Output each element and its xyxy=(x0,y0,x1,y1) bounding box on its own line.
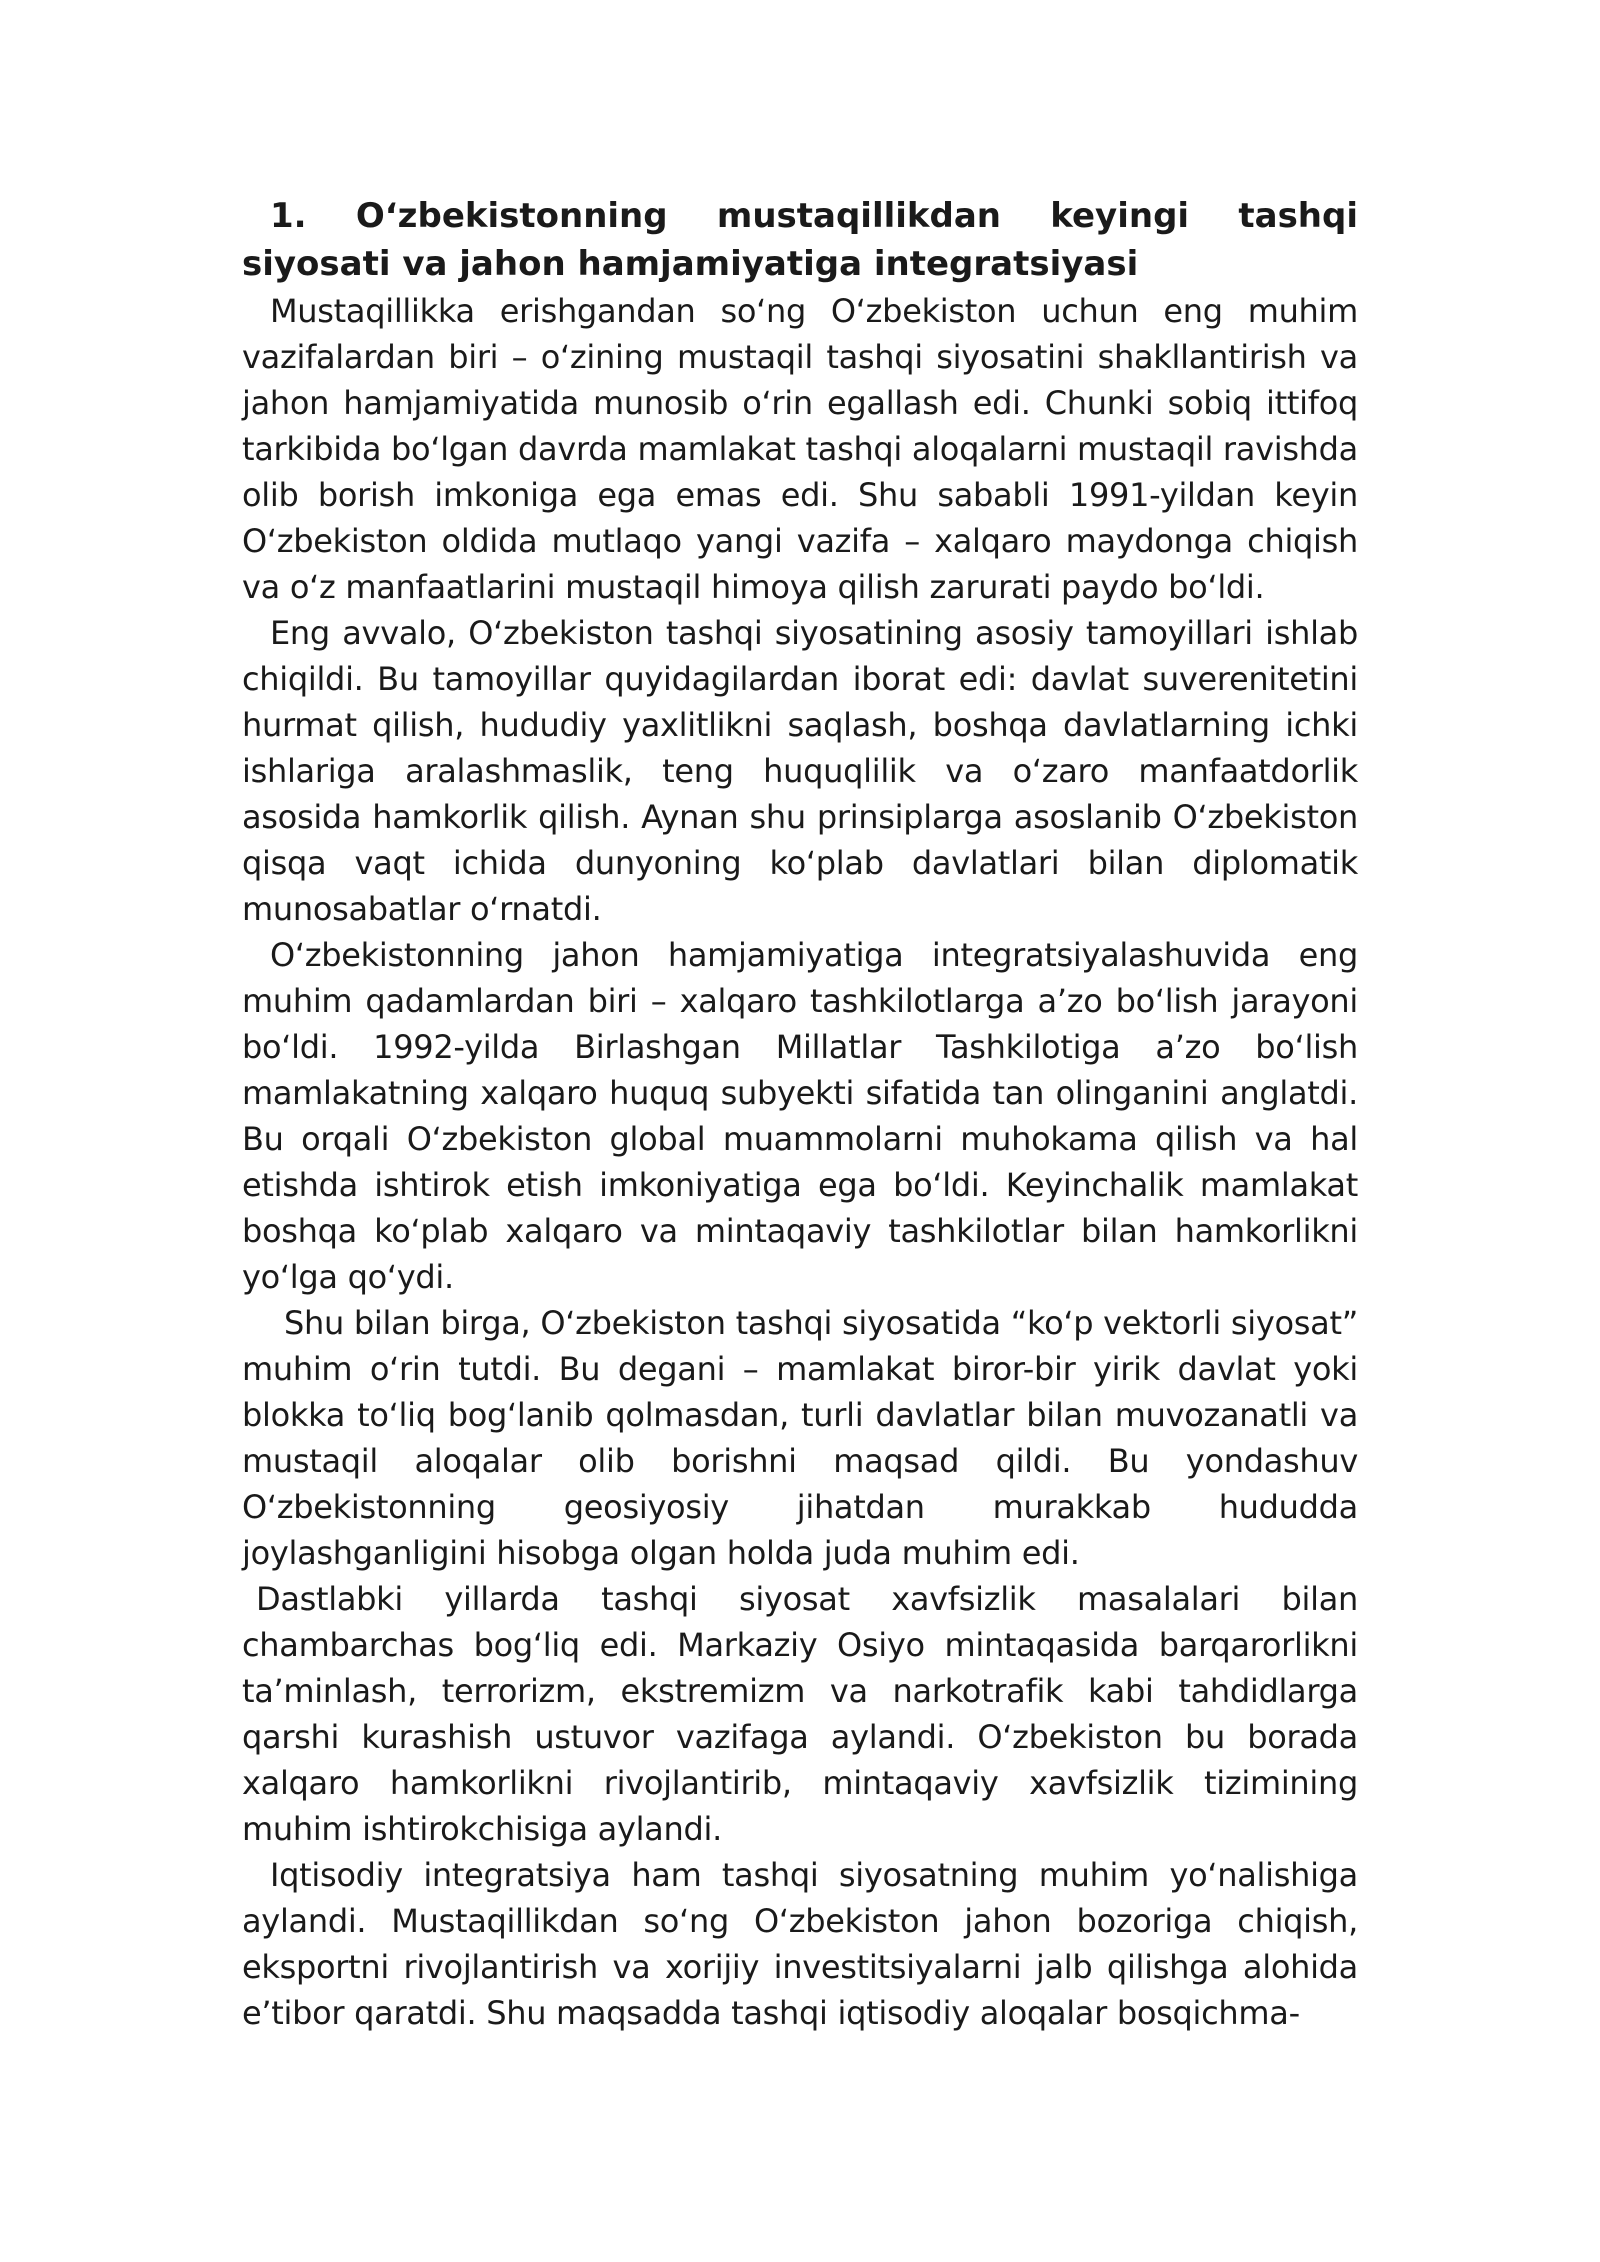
paragraph-2: Eng avvalo, O‘zbekiston tashqi siyosatining asosiy tamoyillari ishlab chiqildi. Bu tamoyillar quyidagilardan iborat edi: davlat suverenitetini hurmat qilish, hududiy yaxlitlikni saqlash, boshqa davlatlarning ichki ishlariga aralashmaslik, teng huquqlilik va o‘zaro manfaatdorlik asosida hamkorlik qilish. Aynan shu prinsiplarga asoslanib O‘zbekiston qisqa vaqt ichida dunyoning ko‘plab davlatlari bilan diplomatik munosabatlar o‘rnatdi. xyxy=(242,614,1358,928)
paragraph-1: Mustaqillikka erishgandan so‘ng O‘zbekiston uchun eng muhim vazifalardan biri – o‘zining mustaqil tashqi siyosatini shakllantirish va jahon hamjamiyatida munosib o‘rin egallash edi. Chunki sobiq ittifoq tarkibida bo‘lgan davrda mamlakat tashqi aloqalarni mustaqil ravishda olib borish imkoniga ega emas edi. Shu sababli 1991-yildan keyin O‘zbekiston oldida mutlaqo yangi vazifa – xalqaro maydonga chiqish va o‘z manfaatlarini mustaqil himoya qilish zarurati paydo bo‘ldi. xyxy=(242,292,1358,606)
paragraph-4: Shu bilan birga, O‘zbekiston tashqi siyosatida “ko‘p vektorli siyosat” muhim o‘rin tutdi. Bu degani – mamlakat biror-bir yirik davlat yoki blokka to‘liq bog‘lanib qolmasdan, turli davlatlar bilan muvozanatli va mustaqil aloqalar olib borishni maqsad qildi. Bu yondashuv O‘zbekistonning geosiyosiy jihatdan murakkab hududda joylashganligini hisobga olgan holda juda muhim edi. xyxy=(242,1304,1358,1572)
document-body xyxy=(242,192,1358,2036)
paragraph-5: Dastlabki yillarda tashqi siyosat xavfsizlik masalalari bilan chambarchas bog‘liq edi. Markaziy Osiyo mintaqasida barqarorlikni ta’minlash, terrorizm, ekstremizm va narkotrafik kabi tahdidlarga qarshi kurashish ustuvor vazifaga aylandi. O‘zbekiston bu borada xalqaro hamkorlikni rivojlantirib, mintaqaviy xavfsizlik tizimining muhim ishtirokchisiga aylandi. xyxy=(242,1580,1358,1848)
paragraph-6: Iqtisodiy integratsiya ham tashqi siyosatning muhim yo‘nalishiga aylandi. Mustaqillikdan so‘ng O‘zbekiston jahon bozoriga chiqish, eksportni rivojlantirish va xorijiy investitsiyalarni jalb qilishga alohida e’tibor qaratdi. Shu maqsadda tashqi iqtisodiy aloqalar bosqichma- xyxy=(242,1856,1358,2032)
section-heading: 1. O‘zbekistonning mustaqillikdan keyingi tashqi siyosati va jahon hamjamiyatiga integratsiyasi xyxy=(242,196,1358,284)
paragraph-3: O‘zbekistonning jahon hamjamiyatiga integratsiyalashuvida eng muhim qadamlardan biri – xalqaro tashkilotlarga a’zo bo‘lish jarayoni bo‘ldi. 1992-yilda Birlashgan Millatlar Tashkilotiga a’zo bo‘lish mamlakatning xalqaro huquq subyekti sifatida tan olinganini anglatdi. Bu orqali O‘zbekiston global muammolarni muhokama qilish va hal etishda ishtirok etish imkoniyatiga ega bo‘ldi. Keyinchalik mamlakat boshqa ko‘plab xalqaro va mintaqaviy tashkilotlar bilan hamkorlikni yo‘lga qo‘ydi. xyxy=(242,936,1358,1296)
